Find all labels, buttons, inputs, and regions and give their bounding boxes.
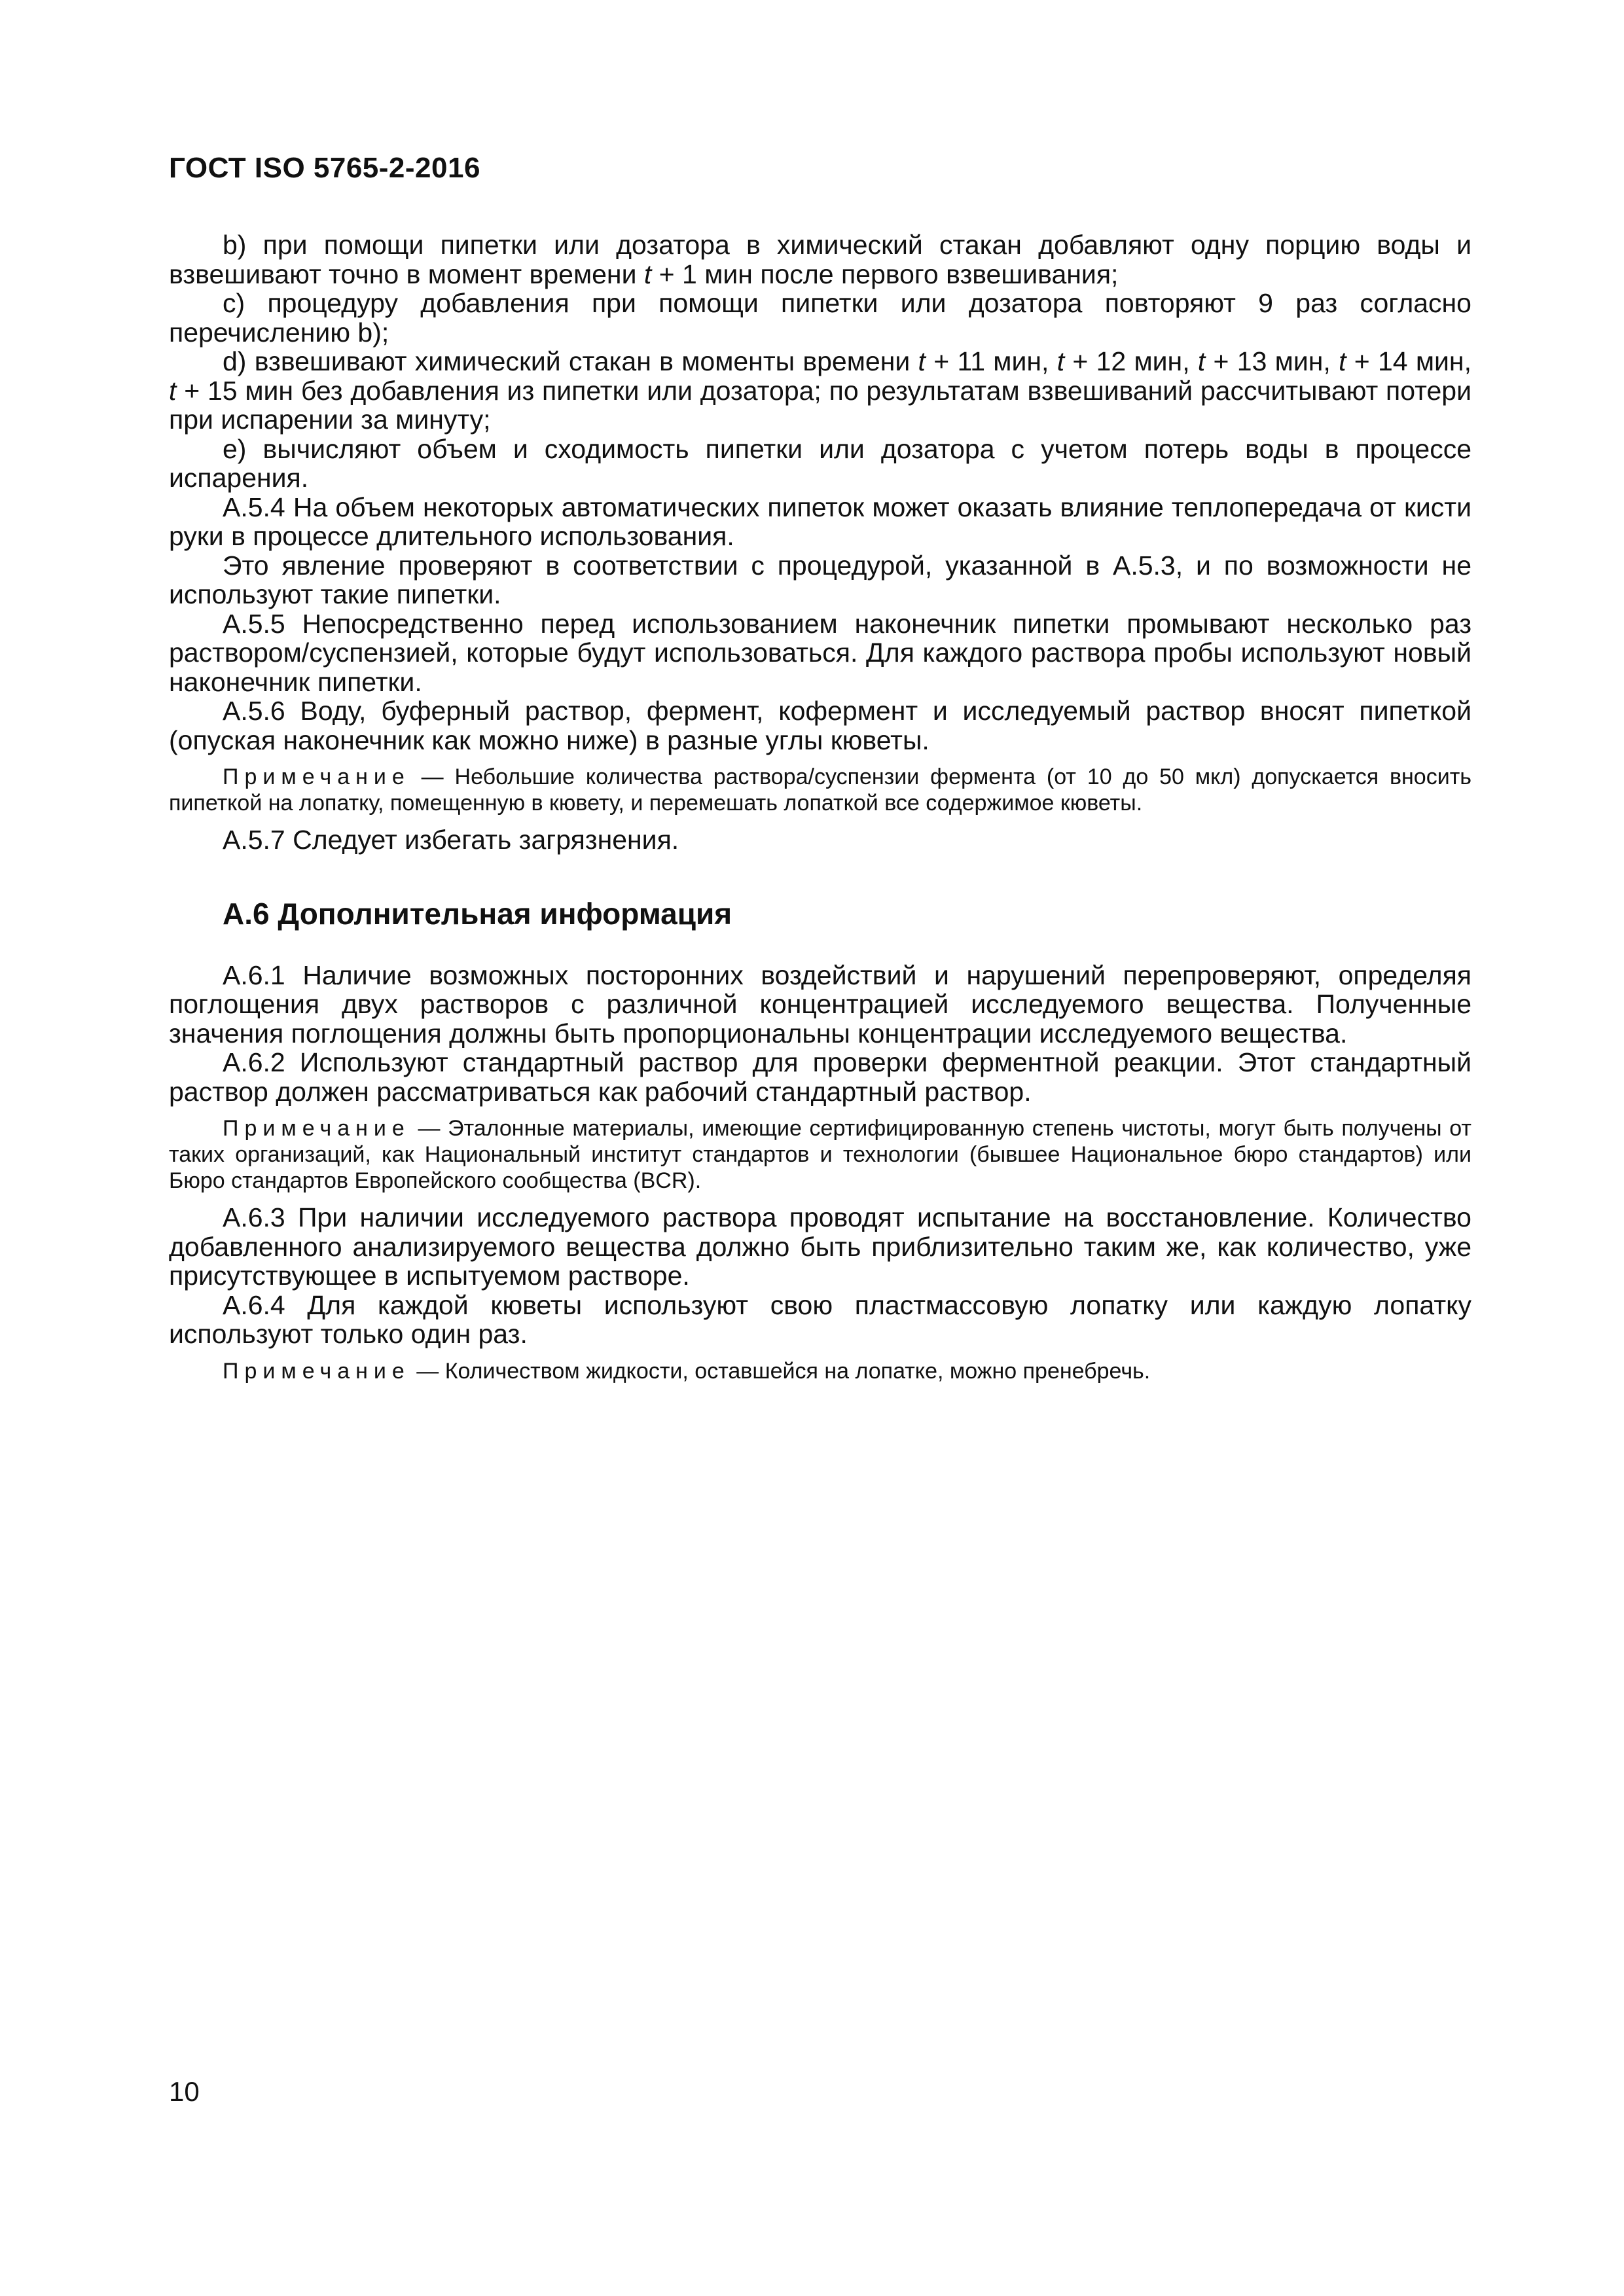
paragraph-d-text-end: + 15 мин без добавления из пипетки или дозатора; по результатам взвешиваний рассчитывают потери при испарении за минуту;	[169, 375, 1471, 435]
note-2	[169, 1115, 1471, 1194]
note-label: Примечание	[223, 1358, 410, 1384]
paragraph-c: c) процедуру добавления при помощи пипетки или дозатора повторяют 9 раз согласно перечислению b);	[169, 288, 1471, 348]
document-header: ГОСТ ISO 5765-2-2016	[169, 152, 480, 184]
paragraph-a-6-2: А.6.2 Используют стандартный раствор для проверки ферментной реакции. Этот стандартный раствор должен рассматриваться как рабочий стандартный раствор.	[169, 1047, 1471, 1107]
document-body	[169, 230, 1471, 1393]
note-3	[169, 1358, 1471, 1384]
paragraph-d-text: + 11 мин,	[925, 346, 1057, 376]
note-text: — Количеством жидкости, оставшейся на лопатке, можно пренебречь.	[410, 1358, 1151, 1384]
note-1	[169, 764, 1471, 816]
paragraph-b-text-end: + 1 мин после первого взвешивания;	[651, 259, 1119, 289]
paragraph-a-6-1: А.6.1 Наличие возможных посторонних воздействий и нарушений перепроверяют, определяя поглощения двух растворов с различной концентрацией исследуемого вещества. Полученные значения поглощения должны быть пропорциональны концентрации исследуемого вещества.	[169, 960, 1471, 1049]
paragraph-e: e) вычисляют объем и сходимость пипетки или дозатора с учетом потерь воды в процессе испарения.	[169, 433, 1471, 493]
variable-t: t	[1339, 346, 1346, 376]
paragraph-d-text: + 12 мин,	[1064, 346, 1198, 376]
variable-t: t	[1197, 346, 1206, 376]
paragraph-a-6-3: А.6.3 При наличии исследуемого раствора проводят испытание на восстановление. Количество добавленного анализируемого вещества должно быть приблизительно таким же, как количество, уже присутствующее в испытуемом растворе.	[169, 1202, 1471, 1291]
paragraph-d-text: + 14 мин,	[1346, 346, 1471, 376]
page-number: 10	[169, 2076, 200, 2107]
note-text: — Небольшие количества раствора/суспензии фермента (от 10 до 50 мкл) допускается вносить пипеткой на лопатку, помещенную в кювету, и перемешать лопаткой все содержимое кюветы.	[169, 764, 1471, 816]
note-label: Примечание	[223, 1116, 410, 1141]
variable-t: t	[1056, 346, 1065, 376]
note-label: Примечание	[223, 764, 410, 789]
paragraph-b	[169, 230, 1471, 289]
paragraph-d	[169, 347, 1471, 435]
paragraph-a-5-4-continued: Это явление проверяют в соответствии с процедурой, указанной в А.5.3, и по возможности не используют такие пипетки.	[169, 550, 1471, 609]
paragraph-a-6-4: А.6.4 Для каждой кюветы используют свою пластмассовую лопатку или каждую лопатку используют только один раз.	[169, 1289, 1471, 1349]
variable-t: t	[169, 375, 177, 406]
variable-t: t	[918, 346, 926, 376]
paragraph-d-text: + 13 мин,	[1205, 346, 1339, 376]
paragraph-b-text: b) при помощи пипетки или дозатора в химический стакан добавляют одну порцию воды и взвешивают точно в момент времени	[169, 230, 1471, 289]
paragraph-a-5-7: А.5.7 Следует избегать загрязнения.	[223, 825, 679, 855]
note-text: — Эталонные материалы, имеющие сертифицированную степень чистоты, могут быть получены от таких организаций, как Национальный институт стандартов и технологии (бывшее Национальное бюро стандартов) или Бюро стандартов Европейского сообщества (BCR).	[169, 1116, 1471, 1193]
variable-t: t	[643, 259, 652, 289]
section-heading-a-6: А.6 Дополнительная информация	[223, 896, 732, 931]
paragraph-a-5-4: А.5.4 На объем некоторых автоматических пипеток может оказать влияние теплопередача от кисти руки в процессе длительного использования.	[169, 492, 1471, 551]
paragraph-a-5-6: А.5.6 Воду, буферный раствор, фермент, кофермент и исследуемый раствор вносят пипеткой (опуская наконечник как можно ниже) в разные углы кюветы.	[169, 696, 1471, 755]
paragraph-d-text: d) взвешивают химический стакан в моменты времени	[223, 346, 918, 376]
paragraph-a-5-5: А.5.5 Непосредственно перед использованием наконечник пипетки промывают несколько раз раствором/суспензией, которые будут использоваться. Для каждого раствора пробы используют новый наконечник пипетки.	[169, 608, 1471, 697]
